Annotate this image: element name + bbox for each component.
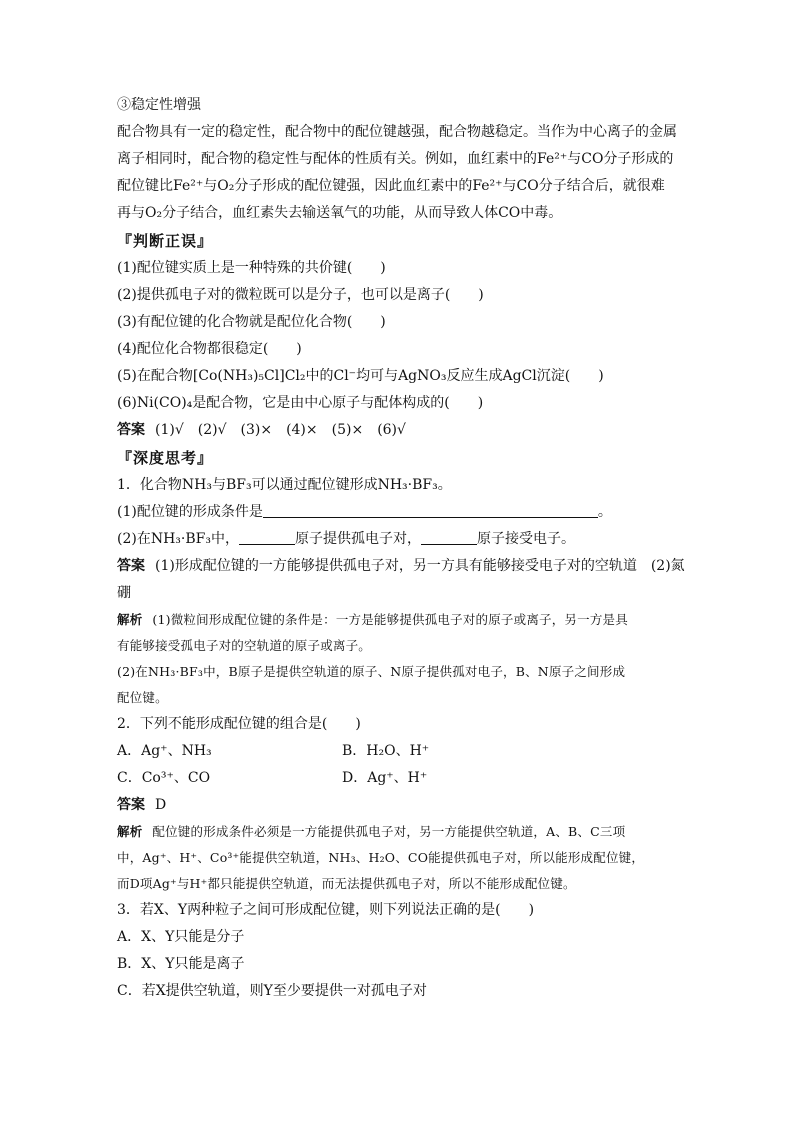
stability-para-line-1: 配合物具有一定的稳定性，配合物中的配位键越强，配合物越稳定。当作为中心离子的金属 [117,124,677,140]
judge-item-4: (4)配位化合物都很稳定( ) [117,341,302,357]
q2-analysis-text-1: 配位键的形成条件必须是一方能提供孤电子对，另一方能提供空轨道，A、B、C三项 [152,824,626,839]
q1-sub2-mid: 原子提供孤电子对， [294,531,421,547]
q1-answer-line-1 [117,553,687,580]
analysis-label: 解析 [117,612,143,627]
judge-header: 『判断正误』 [117,232,214,250]
q2-analysis-line-1 [117,819,687,845]
answer-label: 答案 [117,797,145,813]
q2-options-row-2 [117,765,687,792]
q1-analysis-text-1: (1)微粒间形成配位键的条件是：一方是能够提供孤电子对的原子或离子，另一方是具 [152,612,628,627]
q2-answer [117,792,687,819]
stability-para-line-3: 配位键比Fe²⁺与O₂分子形成的配位键强，因此血红素中的Fe²⁺与CO分子结合后，就很难 [117,178,665,194]
q2-option-c[interactable]: C．Co³⁺、CO [117,770,211,786]
q1-answer-text: (1)形成配位键的一方能够提供孤电子对，另一方具有能够接受电子对的空轨道 (2)氮 [155,558,685,574]
q1-analysis-line-3: (2)在NH₃·BF₃中，B原子是提供空轨道的原子、N原子提供孤对电子，B、N原子之间形成 [117,664,626,679]
q3-option-a[interactable]: A．X、Y只能是分子 [117,929,245,945]
q1-sub2-suffix: 原子接受电子。 [476,531,575,547]
q3-option-b[interactable]: B．X、Y只能是离子 [117,956,245,972]
q1-analysis-line-4: 配位键。 [117,690,168,705]
q1-sub1-blank[interactable] [263,502,598,518]
q1-sub1-prefix: (1)配位键的形成条件是 [117,504,263,520]
q1-stem: 1．化合物NH₃与BF₃可以通过配位键形成NH₃·BF₃。 [117,477,452,493]
q1-analysis-line-2: 有能够接受孤电子对的空轨道的原子或离子。 [117,638,372,653]
q1-answer-line-2: 硼 [117,585,131,601]
judge-item-3: (3)有配位键的化合物就是配位化合物( ) [117,314,386,330]
judge-item-1: (1)配位键实质上是一种特殊的共价键( ) [117,260,386,276]
stability-para-line-2: 离子相同时，配合物的稳定性与配体的性质有关。例如，血红素中的Fe²⁺与CO分子形成的 [117,151,674,167]
judge-item-2: (2)提供孤电子对的微粒既可以是分子，也可以是离子( ) [117,287,484,303]
q1-sub2 [117,526,687,553]
answer-label: 答案 [117,558,145,574]
q2-analysis-line-2: 中，Ag⁺、H⁺、Co³⁺能提供空轨道，NH₃、H₂O、CO能提供孤电子对，所以能形成配位键， [117,850,645,865]
q2-options-row-1 [117,738,687,765]
document-page [117,92,687,1005]
q3-stem: 3．若X、Y两种粒子之间可形成配位键，则下列说法正确的是( ) [117,902,535,918]
answer-text: (1)√ (2)√ (3)× (4)× (5)× (6)√ [155,422,406,438]
q1-sub2-blank-2[interactable] [421,529,477,545]
stability-para-line-4: 再与O₂分子结合，血红素失去输送氧气的功能，从而导致人体CO中毒。 [117,205,563,221]
judge-answer [117,417,687,444]
q3-option-c[interactable]: C．若X提供空轨道，则Y至少要提供一对孤电子对 [117,983,427,999]
q2-answer-text: D [155,797,167,813]
q1-sub1-suffix: 。 [597,504,612,520]
q2-option-d[interactable]: D．Ag⁺、H⁺ [342,770,428,786]
q2-analysis-line-3: 而D项Ag⁺与H⁺都只能提供空轨道，而无法提供孤电子对，所以不能形成配位键。 [117,876,576,891]
q1-sub2-prefix: (2)在NH₃·BF₃中， [117,531,239,547]
q2-stem: 2．下列不能形成配位键的组合是( ) [117,716,361,732]
judge-item-5: (5)在配合物[Co(NH₃)₅Cl]Cl₂中的Cl⁻均可与AgNO₃反应生成AgCl沉淀( ) [117,368,604,384]
q1-sub2-blank-1[interactable] [239,529,295,545]
q1-sub1 [117,499,687,526]
q2-option-a[interactable]: A．Ag⁺、NH₃ [117,743,212,759]
q2-option-b[interactable]: B．H₂O、H⁺ [342,743,430,759]
section-title-stability: ③稳定性增强 [117,97,201,113]
judge-item-6: (6)Ni(CO)₄是配合物，它是由中心原子与配体构成的( ) [117,395,484,411]
q1-analysis-line-1 [117,607,687,633]
answer-label: 答案 [117,422,145,438]
deep-header: 『深度思考』 [117,449,214,467]
analysis-label: 解析 [117,824,143,839]
